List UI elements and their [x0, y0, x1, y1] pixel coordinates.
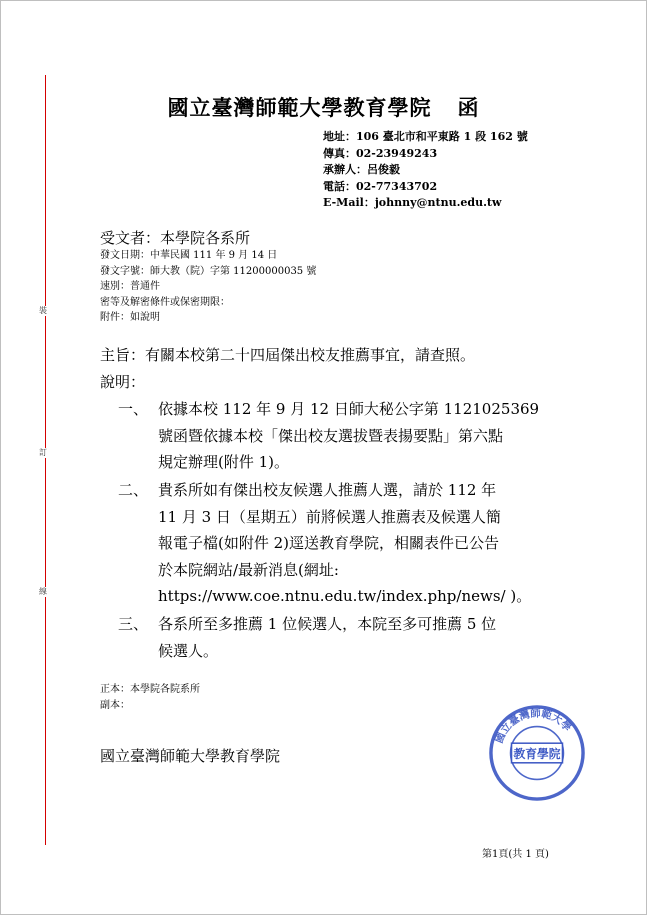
title-doc-type: 函 — [457, 95, 480, 120]
contact-fax: 傳真：02-23949243 — [323, 146, 438, 160]
meta-attachment: 附件：如說明 — [100, 312, 160, 323]
cc-block — [100, 682, 200, 713]
item-line: 依據本校 112 年 9 月 12 日師大秘公字第 1121025369 — [158, 400, 540, 418]
item-line: 於本院網站/最新消息(網址: — [158, 560, 339, 579]
cc-copy: 副本： — [100, 699, 130, 711]
item-line: 貴系所如有傑出校友候選人推薦人選，請於 112 年 — [158, 481, 497, 499]
title-org: 國立臺灣師範大學教育學院 — [167, 95, 432, 120]
page-number: 第1頁(共 1 頁) — [482, 849, 549, 860]
meta-block — [100, 248, 316, 326]
item-number: 二、 — [118, 481, 149, 499]
document-title — [0, 92, 647, 122]
meta-secrecy: 密等及解密條件或保密期限： — [100, 296, 230, 308]
contact-address: 地址：106 臺北市和平東路 1 段 162 號 — [323, 130, 528, 143]
cc-original: 正本：本學院各院系所 — [100, 684, 200, 695]
subject: 主旨：有關本校第二十四屆傑出校友推薦事宜，請查照。 — [100, 346, 476, 364]
seal-ring-text: 國立臺灣師範大學 — [493, 707, 574, 746]
meta-date: 發文日期：中華民國 111 年 9 月 14 日 — [100, 250, 278, 261]
receiver: 受文者：本學院各系所 — [100, 229, 251, 247]
seal-center-text: 教育學院 — [513, 746, 561, 761]
binding-mark-ding: 訂 — [36, 448, 50, 458]
contact-email: E-Mail：johnny@ntnu.edu.tw — [323, 196, 502, 209]
signature-org: 國立臺灣師範大學教育學院 — [100, 747, 281, 765]
item-line: 號函暨依據本校「傑出校友選拔暨表揚要點」第六點 — [158, 426, 504, 445]
item-number: 一、 — [118, 400, 149, 418]
binding-mark-zhuang: 裝 — [36, 306, 50, 316]
item-line: https://www.coe.ntnu.edu.tw/index.php/news/ )。 — [158, 587, 532, 605]
item-line: 規定辦理(附件 1)。 — [158, 453, 290, 471]
item-line: 候選人。 — [158, 641, 219, 660]
item-line: 各系所至多推薦 1 位候選人，本院至多可推薦 5 位 — [158, 615, 497, 633]
meta-speed: 速別：普通件 — [100, 281, 160, 292]
contact-phone: 電話：02-77343702 — [323, 179, 438, 193]
binding-line — [45, 75, 46, 845]
school-seal-icon — [488, 704, 586, 802]
item-line: 11 月 3 日（星期五）前將候選人推薦表及候選人簡 — [158, 507, 501, 526]
item-line: 報電子檔(如附件 2)逕送教育學院，相關表件已公告 — [158, 534, 500, 552]
explain-label: 說明： — [100, 373, 146, 391]
contact-block — [323, 129, 528, 212]
meta-doc-no: 發文字號：師大教（院）字第 11200000035 號 — [100, 265, 317, 277]
binding-mark-xian: 線 — [36, 587, 50, 597]
item-number: 三、 — [118, 615, 149, 633]
contact-handler: 承辦人：呂俊毅 — [323, 163, 400, 176]
